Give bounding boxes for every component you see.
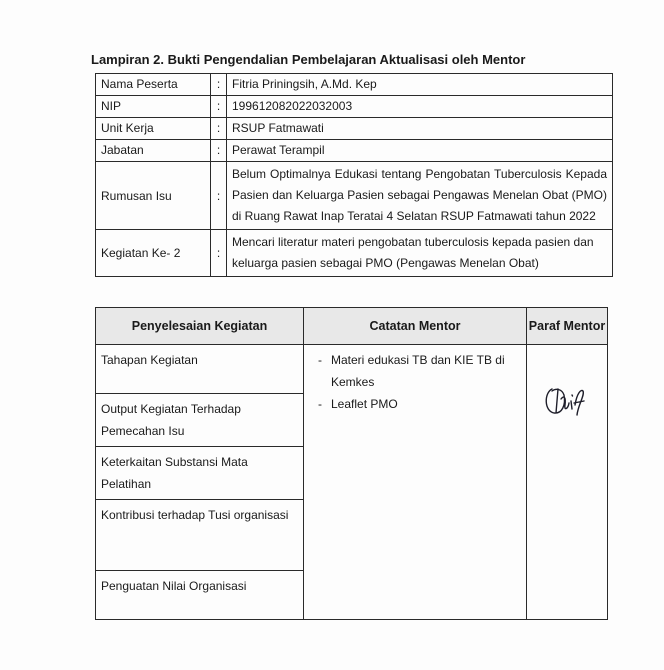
row-label-penguatan: Penguatan Nilai Organisasi	[96, 571, 304, 620]
nama-value: Fitria Priningsih, A.Md. Kep	[227, 74, 613, 96]
colon: :	[211, 74, 227, 96]
isu-value: Belum Optimalnya Edukasi tentang Pengobatan Tuberculosis Kepada Pasien dan Keluarga Pasien sebagai Pengawas Menelan Obat (PMO) di Ruang Rawat Inap Teratai 4 Selatan RSUP Fatmawati tahun 2022	[227, 162, 613, 230]
header-paraf: Paraf Mentor	[527, 308, 608, 345]
jabatan-label: Jabatan	[96, 140, 211, 162]
row-nip	[96, 96, 613, 118]
kegiatan-label: Kegiatan Ke- 2	[96, 230, 211, 277]
colon: :	[211, 96, 227, 118]
note-item	[309, 393, 521, 415]
row-kegiatan	[96, 230, 613, 277]
colon: :	[211, 162, 227, 230]
row-nama	[96, 74, 613, 96]
row-label-keterkaitan: Keterkaitan Substansi Mata Pelatihan	[96, 447, 304, 500]
nip-label: NIP	[96, 96, 211, 118]
row-unit	[96, 118, 613, 140]
colon: :	[211, 118, 227, 140]
row-label-output: Output Kegiatan Terhadap Pemecahan Isu	[96, 394, 304, 447]
row-label-tahapan: Tahapan Kegiatan	[96, 345, 304, 394]
row-label-kontribusi: Kontribusi terhadap Tusi organisasi	[96, 500, 304, 571]
note-text: Materi edukasi TB dan KIE TB di Kemkes	[331, 353, 505, 389]
unit-label: Unit Kerja	[96, 118, 211, 140]
row-jabatan	[96, 140, 613, 162]
mentor-header-row	[96, 308, 608, 345]
bullet-dash: -	[318, 397, 322, 411]
participant-info-table	[95, 73, 613, 277]
nip-value: 199612082022032003	[227, 96, 613, 118]
row-isu	[96, 162, 613, 230]
paraf-cell	[527, 345, 608, 620]
header-catatan: Catatan Mentor	[304, 308, 527, 345]
isu-label: Rumusan Isu	[96, 162, 211, 230]
header-penyelesaian: Penyelesaian Kegiatan	[96, 308, 304, 345]
colon: :	[211, 140, 227, 162]
nama-label: Nama Peserta	[96, 74, 211, 96]
note-item	[309, 349, 521, 393]
unit-value: RSUP Fatmawati	[227, 118, 613, 140]
mentor-row	[96, 345, 608, 394]
colon: :	[211, 230, 227, 277]
note-text: Leaflet PMO	[331, 397, 398, 411]
mentor-signature	[542, 383, 592, 417]
bullet-dash: -	[318, 353, 322, 367]
jabatan-value: Perawat Terampil	[227, 140, 613, 162]
page-title: Lampiran 2. Bukti Pengendalian Pembelajaran Aktualisasi oleh Mentor	[91, 52, 526, 67]
catatan-cell	[304, 345, 527, 620]
kegiatan-value: Mencari literatur materi pengobatan tuberculosis kepada pasien dan keluarga pasien sebagai PMO (Pengawas Menelan Obat)	[227, 230, 613, 277]
mentor-control-table	[95, 307, 608, 620]
